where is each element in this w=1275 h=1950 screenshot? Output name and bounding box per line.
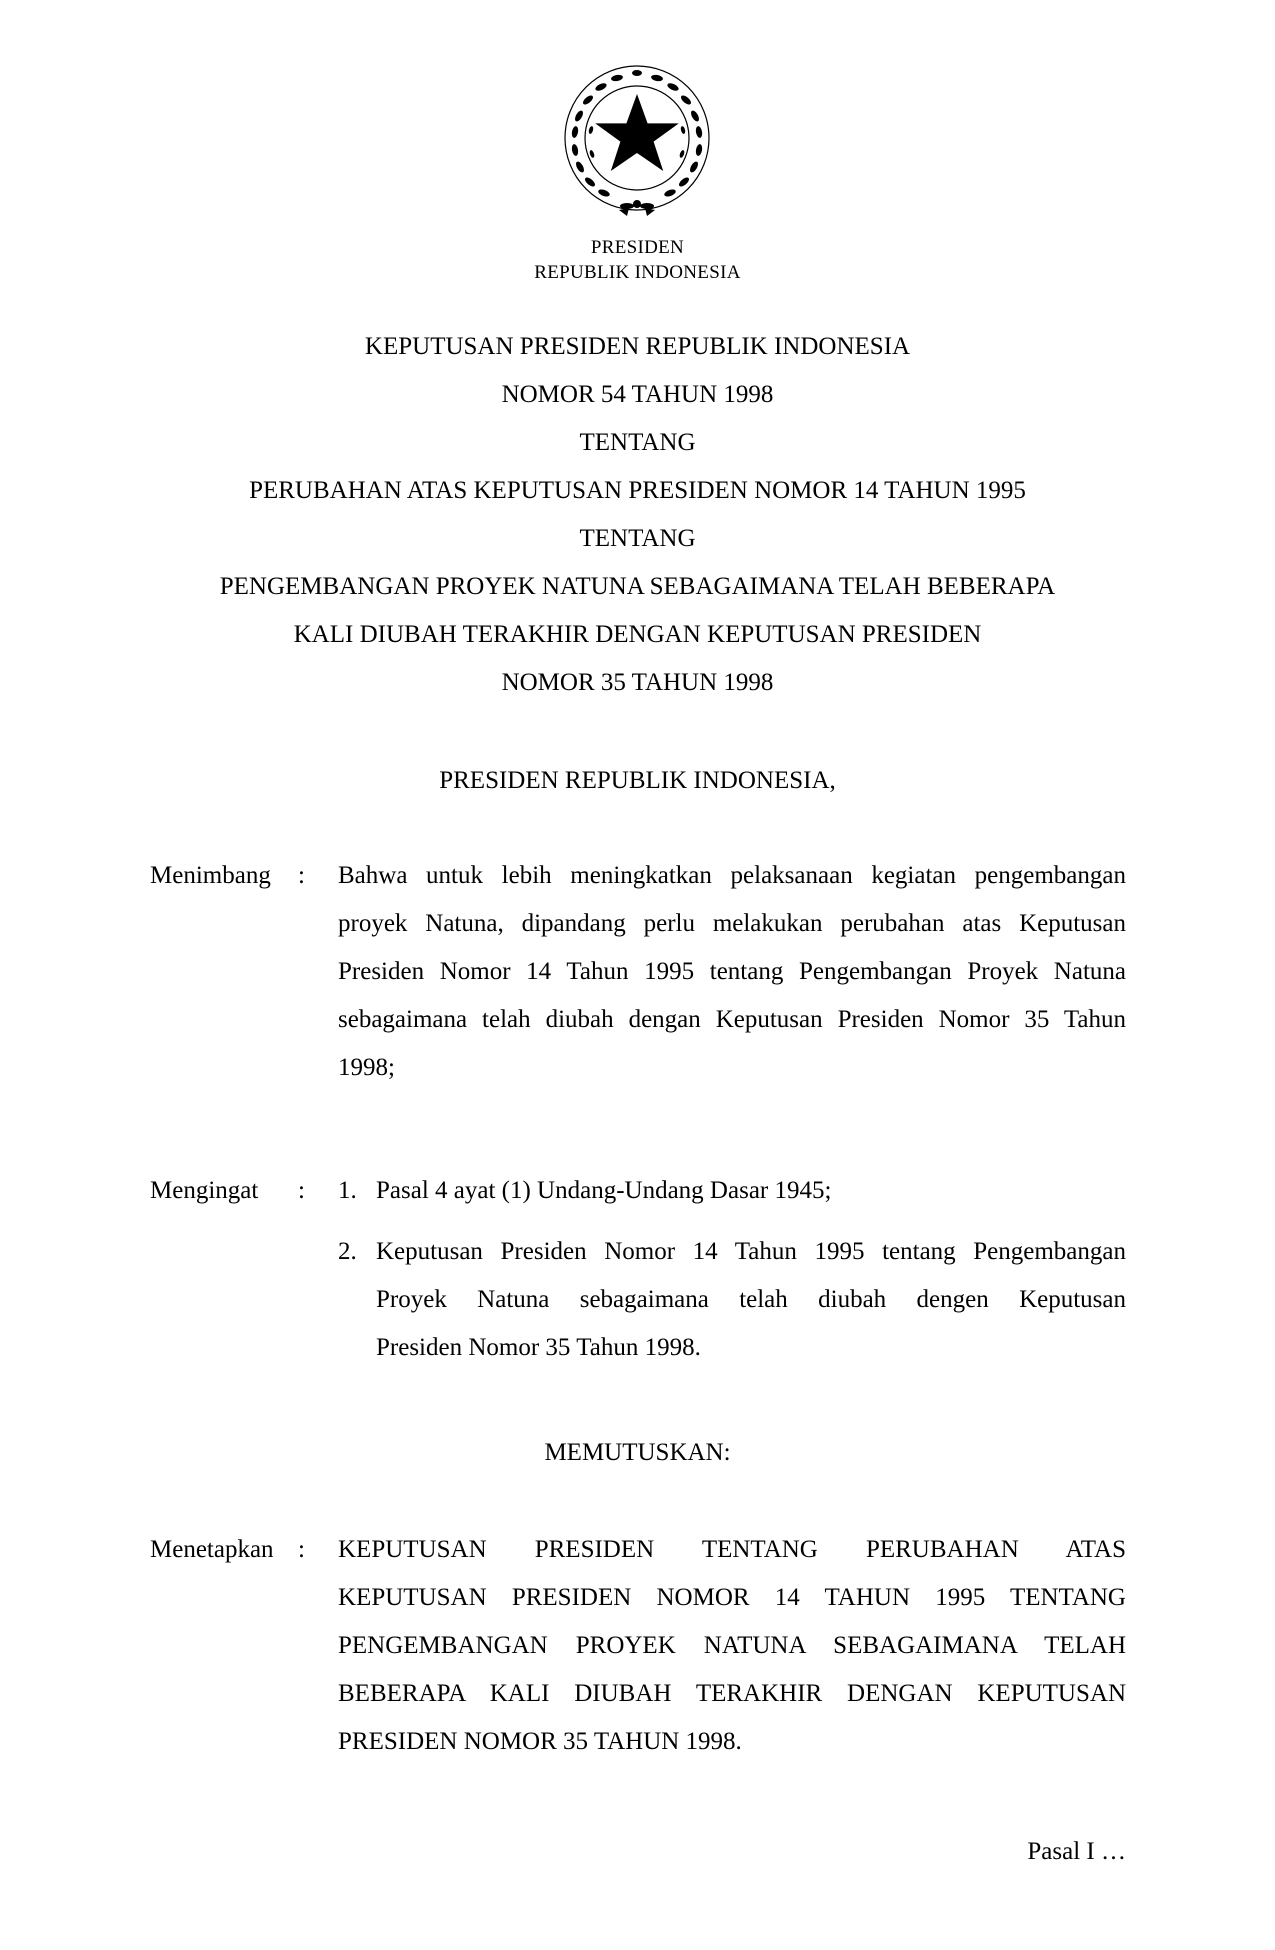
- title-line-6: PENGEMBANGAN PROYEK NATUNA SEBAGAIMANA TELAH BEBERAPA: [219, 573, 1056, 600]
- mengingat-item-2-number: 2.: [338, 1238, 357, 1265]
- menetapkan-label: Menetapkan: [150, 1536, 274, 1563]
- menetapkan-colon: :: [298, 1536, 305, 1563]
- mengingat-item-2-line-2: Proyek Natuna sebagaimana telah diubah dengen Keputusan: [376, 1286, 1126, 1313]
- presidential-seal-icon: [557, 58, 717, 223]
- menetapkan-line-2: KEPUTUSAN PRESIDEN NOMOR 14 TAHUN 1995 TENTANG: [338, 1584, 1126, 1611]
- menimbang-label: Menimbang: [150, 862, 271, 889]
- menimbang-line-4: sebagaimana telah diubah dengan Keputusan Presiden Nomor 35 Tahun: [338, 1006, 1126, 1033]
- menetapkan-line-1: KEPUTUSAN PRESIDEN TENTANG PERUBAHAN ATAS: [338, 1536, 1126, 1563]
- mengingat-colon: :: [298, 1177, 305, 1204]
- title-line-4: PERUBAHAN ATAS KEPUTUSAN PRESIDEN NOMOR 14 TAHUN 1995: [249, 477, 1026, 504]
- menetapkan-line-4: BEBERAPA KALI DIUBAH TERAKHIR DENGAN KEPUTUSAN: [338, 1680, 1126, 1707]
- mengingat-item-2-line-3: Presiden Nomor 35 Tahun 1998.: [376, 1334, 701, 1361]
- memutuskan-heading: MEMUTUSKAN:: [544, 1439, 731, 1466]
- menimbang-line-5: 1998;: [338, 1054, 395, 1081]
- title-line-7: KALI DIUBAH TERAKHIR DENGAN KEPUTUSAN PRESIDEN: [293, 621, 982, 648]
- menimbang-line-2: proyek Natuna, dipandang perlu melakukan perubahan atas Keputusan: [338, 910, 1126, 937]
- title-line-8: NOMOR 35 TAHUN 1998: [501, 669, 774, 696]
- president-heading: PRESIDEN REPUBLIK INDONESIA,: [439, 767, 836, 794]
- menetapkan-line-5: PRESIDEN NOMOR 35 TAHUN 1998.: [338, 1728, 742, 1755]
- letterhead-presiden: PRESIDEN: [590, 237, 685, 258]
- mengingat-item-1-line-1: Pasal 4 ayat (1) Undang-Undang Dasar 1945;: [376, 1177, 832, 1204]
- mengingat-item-2-line-1: Keputusan Presiden Nomor 14 Tahun 1995 tentang Pengembangan: [376, 1238, 1126, 1265]
- mengingat-label: Mengingat: [150, 1177, 259, 1204]
- title-line-3: TENTANG: [579, 429, 696, 456]
- menetapkan-line-3: PENGEMBANGAN PROYEK NATUNA SEBAGAIMANA TELAH: [338, 1632, 1126, 1659]
- title-line-1: KEPUTUSAN PRESIDEN REPUBLIK INDONESIA: [364, 333, 911, 360]
- menimbang-line-1: Bahwa untuk lebih meningkatkan pelaksanaan kegiatan pengembangan: [338, 862, 1126, 889]
- mengingat-item-1-number: 1.: [338, 1177, 357, 1204]
- menimbang-line-3: Presiden Nomor 14 Tahun 1995 tentang Pengembangan Proyek Natuna: [338, 958, 1126, 985]
- letterhead-republik-indonesia: REPUBLIK INDONESIA: [534, 262, 741, 283]
- page-continuation: Pasal I …: [1027, 1838, 1126, 1865]
- title-line-5: TENTANG: [579, 525, 696, 552]
- menimbang-colon: :: [298, 862, 305, 889]
- title-line-2: NOMOR 54 TAHUN 1998: [501, 381, 774, 408]
